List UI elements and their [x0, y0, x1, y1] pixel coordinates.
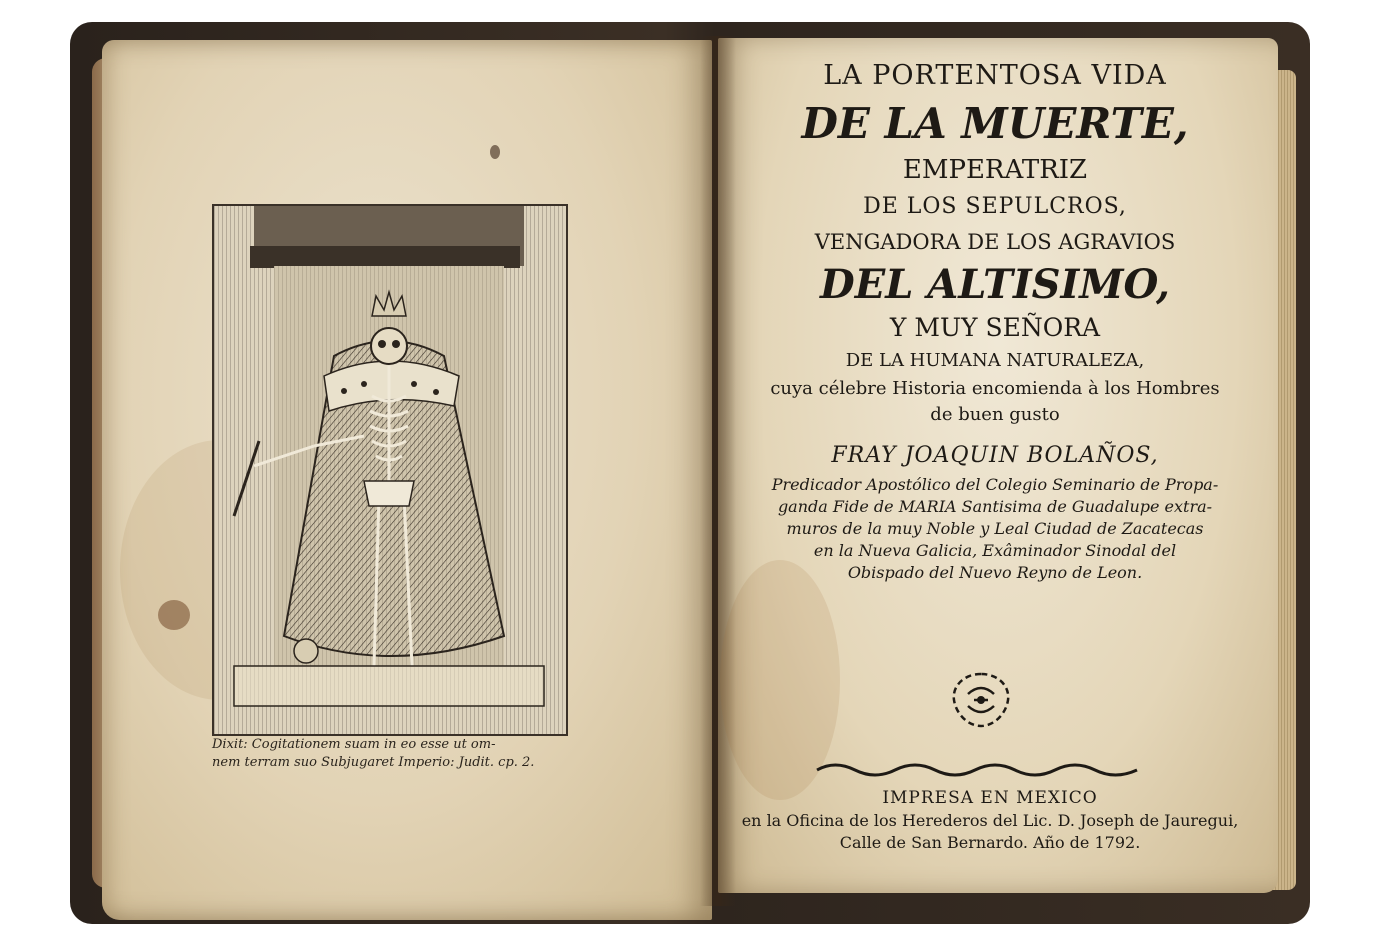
title-line: de buen gusto [930, 404, 1060, 425]
imprint [740, 786, 1240, 854]
title-line: cuya célebre Historia encomienda à los Hombres [770, 378, 1220, 399]
title-line: DE LA HUMANA NATURALEZA, [845, 350, 1145, 371]
caption-line: nem terram suo Subjugaret Imperio: Judit. cp. 2. [212, 755, 535, 770]
title-line: DE LOS SEPULCROS, [863, 194, 1127, 219]
title-line: Y MUY SEÑORA [889, 313, 1101, 342]
title-line: EMPERATRIZ [902, 155, 1088, 185]
imprint-line: en la Oficina de los Herederos del Lic. D. Joseph de Jauregui, [741, 811, 1239, 830]
skeleton-engraving [214, 206, 566, 734]
imprint-line: IMPRESA EN MEXICO [882, 788, 1098, 808]
author-description: Predicador Apostólico del Colegio Seminario de Propa- [771, 475, 1219, 494]
author-name: FRAY JOAQUIN BOLAÑOS, [831, 443, 1159, 468]
imprint-line: Calle de San Bernardo. Año de 1792. [839, 833, 1141, 852]
title-line: VENGADORA DE LOS AGRAVIOS [814, 230, 1176, 254]
title-line: DEL ALTISIMO, [820, 261, 1170, 308]
author-description: Obispado del Nuevo Reyno de Leon. [847, 563, 1143, 582]
author-description: ganda Fide de MARIA Santisima de Guadalupe extra- [777, 497, 1213, 516]
title-page-text [730, 52, 1260, 584]
title-line: DE LA MUERTE, [801, 99, 1189, 148]
caption-line: Dixit: Cogitationem suam in eo esse ut om- [212, 737, 496, 752]
engraving-plate [212, 204, 568, 736]
author-description: muros de la muy Noble y Leal Ciudad de Zacatecas [786, 519, 1204, 538]
paper-stain [490, 145, 500, 159]
title-line: LA PORTENTOSA VIDA [823, 60, 1167, 91]
decorative-rule-icon [815, 758, 1140, 780]
engraving-caption [212, 736, 572, 772]
printers-ornament-icon [944, 668, 1018, 732]
author-description: en la Nueva Galicia, Exâminador Sinodal del [813, 541, 1177, 560]
